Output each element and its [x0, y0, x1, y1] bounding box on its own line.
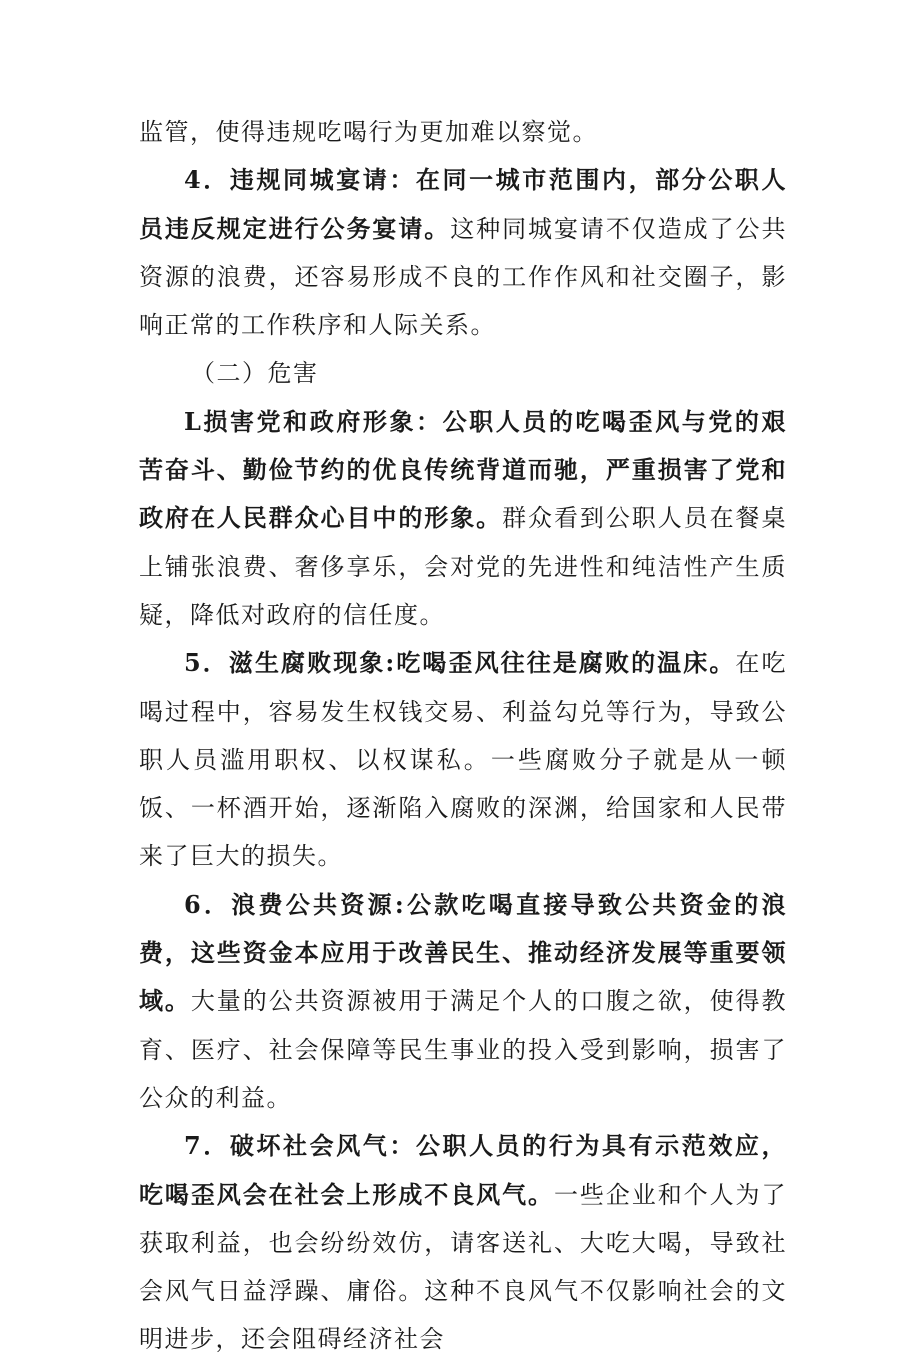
paragraph-lead: 5．滋生腐败现象:吃喝歪风往往是腐败的温床。 — [184, 648, 736, 678]
paragraph-text: 监管，使得违规吃喝行为更加难以察觉。 — [139, 118, 598, 146]
paragraph-lead: 7．破坏社会风气：公职人员的行为具有示范效应，吃喝歪风会在社会上形成不良风气。 — [139, 1131, 787, 1209]
paragraph-lead: 4．违规同城宴请：在同一城市范围内，部分公职人员违反规定进行公务宴请。 — [139, 165, 787, 243]
paragraph-item-1 — [139, 398, 787, 639]
paragraph-continuation — [139, 108, 787, 156]
paragraph-text: 大量的公共资源被用于满足个人的口腹之欲，使得教育、医疗、社会保障等民生事业的投入受到影响，损害了公众的利益。 — [139, 987, 787, 1112]
paragraph-item-5 — [139, 639, 787, 880]
paragraph-text: 群众看到公职人员在餐桌上铺张浪费、奢侈享乐，会对党的先进性和纯洁性产生质疑，降低对政府的信任度。 — [139, 504, 787, 629]
paragraph-item-4 — [139, 156, 787, 349]
section-heading — [139, 349, 787, 397]
paragraph-text: 一些企业和个人为了获取利益，也会纷纷效仿，请客送礼、大吃大喝，导致社会风气日益浮躁、庸俗。这种不良风气不仅影响社会的文明进步，还会阻碍经济社会 — [139, 1180, 787, 1354]
paragraph-text: 在吃喝过程中，容易发生权钱交易、利益勾兑等行为，导致公职人员滥用职权、以权谋私。一些腐败分子就是从一顿饭、一杯酒开始，逐渐陷入腐败的深渊，给国家和人民带来了巨大的损失。 — [139, 649, 788, 871]
document-page — [139, 108, 787, 1364]
section-heading-text: （二）危害 — [191, 359, 319, 388]
paragraph-lead: L损害党和政府形象：公职人员的吃喝歪风与党的艰苦奋斗、勤俭节约的优良传统背道而驰，严重损害了党和政府在人民群众心目中的形象。 — [139, 406, 787, 533]
paragraph-lead: 6．浪费公共资源:公款吃喝直接导致公共资金的浪费，这些资金本应用于改善民生、推动经济发展等重要领域。 — [139, 889, 787, 1016]
paragraph-item-7 — [139, 1122, 787, 1363]
paragraph-item-6 — [139, 881, 787, 1122]
paragraph-text: 这种同城宴请不仅造成了公共资源的浪费，还容易形成不良的工作作风和社交圈子，影响正常的工作秩序和人际关系。 — [139, 214, 787, 340]
